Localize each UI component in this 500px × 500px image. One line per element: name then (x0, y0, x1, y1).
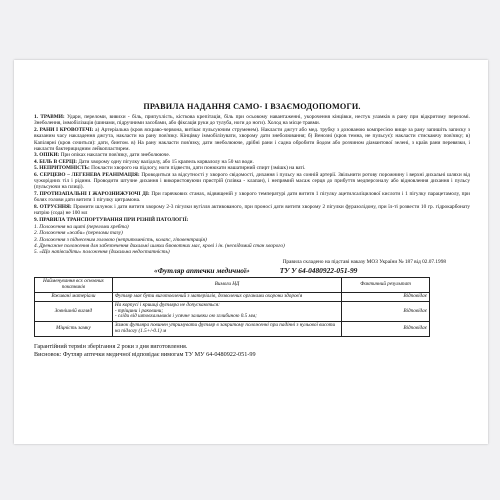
table-cell: Замок футляра повинен утримувати футляр в закритому положенні при падінні з нульової висоти на підлогу (1.5+/-0.1) м (112, 322, 341, 337)
table-cell: Відповідає (342, 292, 430, 301)
document-content (34, 102, 470, 360)
table-header: Найменування всх основних показників (35, 278, 113, 293)
rules-section (34, 114, 470, 223)
table-row (35, 322, 430, 337)
table-cell: Відповідає (342, 301, 430, 321)
transport-positions-list (34, 224, 470, 255)
table-row (35, 301, 430, 321)
list-item: 5. «Що напівсидіти» положення (дихальна недостатність) (34, 249, 170, 256)
product-heading (34, 266, 470, 275)
rule-transport: 9. ПРАВИЛА ТРАНСПОРТУВАННЯ ПРИ РІЗНІЙ ПАТОЛОГІЇ: (34, 216, 189, 223)
table-cell: На корпусі і кришці футляра не допускаються: - тріщини і раковини; - сліди від штовхальників і усячне заливки ою зглибиною 0.5 мм; (112, 301, 341, 321)
rule-trauma: 1. ТРАВМИ: Удари, переломи, вивихи - біль, припухлість, кісткова крепітація, біль при осьовому навантаженні, укорочення кінцівки, нестук уламків в рану при відкритому переломі. Знеболення, іммобілізація (шинами, підручними засобами, або фіксація руки до тулуба, ноги до ноги). Холод на місце травми. (34, 114, 470, 127)
rule-fainting: 5. НЕПРИТОМНІСТЬ: Покласти хворого на підлогу, ноги підвести, дати понюхати нашатирний спирт (змішк) на ваті. (34, 165, 306, 172)
rule-poisoning: 8. ОТРУЄННЯ: Промити шлунок і дати вититя хворому 2-3 пігулки вугілля активованого, при проносі дати вититя хворому 2 пігулки фуразолідону, при їл-ті розвести 10 гр. гідрокарбонату натрію (сода) не 100 мл (34, 203, 470, 217)
table-cell: Міцність замку (35, 322, 113, 337)
rule-burns: 3. ОПІКИ: При опіках накласти пов'язку, дати знеболююче. (34, 152, 170, 159)
test-results-table (34, 277, 430, 336)
table-header: Вимоги НД (112, 278, 341, 293)
document-title: ПРАВИЛА НАДАННЯ САМО- І ВЗАЄМОДОПОМОГИ. (143, 102, 361, 111)
conclusion-text: Висновок: Футляр аптечки медичної відповідає вимогам ТУ МУ 64-0480922-051-99 (34, 351, 256, 359)
table-cell: Зовнішній вигляд (35, 301, 113, 321)
rule-heart-pain: 4. БІЛЬ В СЕРЦІ: Дати хворому одну пігулку валідолу, або 15 крапель корвалолу на 50 мл води. (34, 158, 254, 165)
table-cell: Вживані матеріали (35, 292, 113, 301)
table-header-row (35, 278, 430, 293)
rule-wounds-bleeding: 2. РАНИ І КРОВОТЕЧІ: а) Артеріальна (кров яскраво-червона, витікає пульсуючим струменем). Накласти джгут або мед. трубку з дозованою компресією вище за рану запишіть записку з вказаним часу накладення джгута, накласти на рану пов'язку. Кінцівку іммобілізувати, хворому дати знеболювання; б) Венозні (кров темна, не пульсує): накласти стискаючу пов'язку; в) Капілярні (кров сочиться): дати, бинтом. в) На рану накласти пов'язку, дати знеболююче, дрібні рани і садна обробити йодом або розчином діамантової зелені, з країв рани перевязки, і накласти бактерицидним лейкопластирем. (34, 126, 470, 153)
document-sheet (14, 60, 488, 444)
product-name: «Футляр аптечки медичної» (154, 266, 250, 276)
table-header: Фактичний результат (342, 278, 430, 293)
table-cell: Відповідає (342, 322, 430, 337)
list-item: 4. Дренажне положення для забезпечення дихальні шляхи блювотних мас, крові і ін. (несвідомий стан хворого) (34, 242, 285, 249)
rule-cpr: 6. СЕРЦЕВО – ЛЕГЕНЕВА РЕАНІМАЦІЯ: Проводиться за відсутності у хворого свідомості, дихання і пульсу на сонній артерії. Звільнити ротову порожнину і верхні дихальні шляхи від чужорідних тіл і рідини. Проводити штучне дихання і використовуючи пристрій (плівка - клапан), і непрямий масаж серця до прибуття медперсоналу або відновлення дихання і пульсу (пульсуючи на плиці). (34, 171, 471, 191)
rule-antiinflammatory: 7. ПРОТИЗАПАЛЬНІ І ЖАРОЗНИЖУЮЧІ ДІ: При гарячкових станах, відвищеній у хворого температурі дати вититя 1 пігулку ацетилсаліцилової кислоти і 1 пігулку парацетамолу, при болях голови дати вититя 1 пігулку цитрамона. (34, 190, 470, 204)
product-tu: ТУ У 64-0480922-051-99 (279, 266, 358, 276)
table-row (35, 292, 430, 301)
footer-notes (34, 343, 470, 360)
list-item: 1. Положення на щиті (переломи хребта) (34, 223, 129, 230)
list-item: 3. Положення з піднесеним головою (непритомність, колапс, гіповентрація) (34, 236, 207, 243)
approval-note: Правила складено на підставі наказу МОЗ України № 187 від 02.07.1998 (282, 259, 446, 266)
guarantee-text: Гарантійний термін зберігання 2 роки з дня виготовлення. (34, 342, 188, 350)
list-item: 2. Положення «жаби» (переломи тазу) (34, 230, 123, 237)
table-cell: Футляр має бути виготовлений з матеріалів, дозволених органами охорони здоров'я (112, 292, 341, 301)
